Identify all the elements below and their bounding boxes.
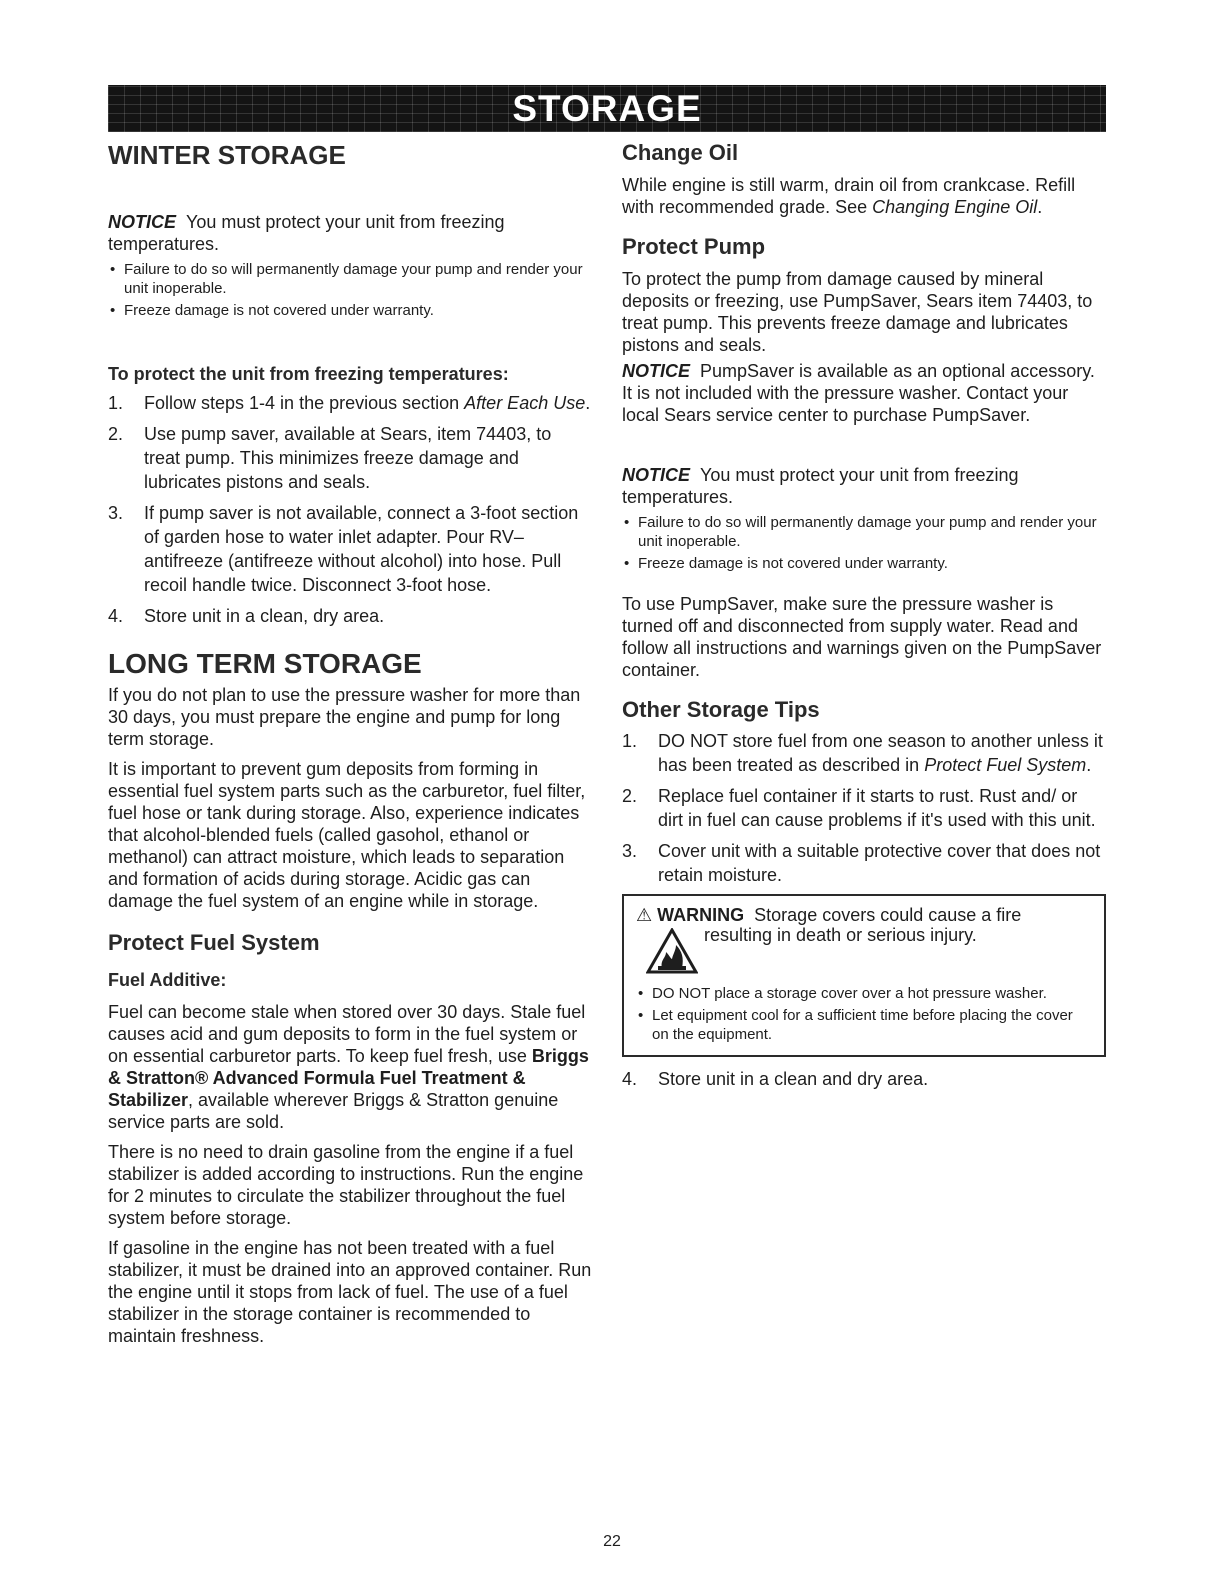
protect-pump-title: Protect Pump <box>622 234 766 259</box>
step-text: Replace fuel container if it starts to rust. Rust and/ or dirt in fuel can cause problems if it's used with this unit. <box>658 786 1096 830</box>
notice-bullets <box>622 513 1106 573</box>
fuel-additive-paragraph-1: Fuel can become stale when stored over 30 days. Stale fuel causes acid and gum deposits to form in the fuel system or on essential carburetor parts. To keep fuel fresh, use Briggs & Stratton® Advanced Formula Fuel Treatment & Stabilizer, available wherever Briggs & Stratton genuine service parts are sold. <box>108 1002 589 1132</box>
step-text: DO NOT store fuel from one season to another unless it has been treated as described in Protect Fuel System. <box>658 731 1103 775</box>
list-item: • Freeze damage is not covered under warranty. <box>108 301 592 320</box>
long-term-paragraph-2: It is important to prevent gum deposits from forming in essential fuel system parts such as the carburetor, fuel filter, fuel hose or tank during storage. Also, experience indicates that alcohol-blended fuels (called gasohol, ethanol or methanol) can attract moisture, which leads to separation and formation of acids during storage. Acidic gas can damage the fuel system of an engine while in storage. <box>108 759 586 911</box>
notice-bullets <box>108 260 592 320</box>
list-item: • Let equipment cool for a sufficient time before placing the cover on the equipment. <box>636 1006 1092 1044</box>
fuel-additive-paragraph-3: If gasoline in the engine has not been treated with a fuel stabilizer, it must be drained into an approved container. Run the engine until it stops from lack of fuel. The use of a fuel stabilizer in the storage container is recommended to maintain freshness. <box>108 1238 592 1346</box>
list-item <box>108 501 592 597</box>
final-step <box>622 1067 1106 1091</box>
list-item <box>108 604 592 628</box>
step-number: 2. <box>622 786 638 806</box>
fire-hazard-icon <box>646 928 698 974</box>
step-number: 1. <box>108 393 124 413</box>
warning-triangle-icon: ⚠ <box>636 905 653 925</box>
step-number: 3. <box>622 841 638 861</box>
left-column <box>108 140 592 1347</box>
step-number: 2. <box>108 424 124 444</box>
notice-freezing <box>622 464 1106 508</box>
step-number: 4. <box>108 606 124 626</box>
other-storage-tips-title: Other Storage Tips <box>622 697 820 722</box>
protect-unit-heading: To protect the unit from freezing temperatures: <box>108 364 509 384</box>
notice-tag: NOTICE <box>622 465 691 485</box>
warning-box <box>622 894 1106 1057</box>
list-item <box>622 729 1106 777</box>
pumpsaver-usage-text: To use PumpSaver, make sure the pressure washer is turned off and disconnected from supply water. Read and follow all instructions and warnings given on the PumpSaver container. <box>622 594 1102 680</box>
notice-text: PumpSaver is available as an optional accessory. It is not included with the pressure washer. Contact your local Sears service center to purchase PumpSaver. <box>622 361 1095 425</box>
protect-pump-text: To protect the pump from damage caused by mineral deposits or freezing, use PumpSaver, Sears item 74403, to treat pump. This prevents freeze damage and lubricates pistons and seals. <box>622 269 1093 355</box>
notice-tag: NOTICE <box>108 212 177 232</box>
list-item: • Freeze damage is not covered under warranty. <box>622 554 1106 573</box>
step-text: Use pump saver, available at Sears, item 74403, to treat pump. This minimizes freeze damage and lubricates pistons and seals. <box>144 424 552 492</box>
warning-line-1: Storage covers could cause a fire <box>754 905 1022 925</box>
warning-body <box>636 926 1092 974</box>
notice-text: You must protect your unit from freezing temperatures. <box>622 465 1019 507</box>
warning-line-2: resulting in death or serious injury. <box>704 925 977 945</box>
notice-text: You must protect your unit from freezing temperatures. <box>108 212 505 254</box>
protect-steps <box>108 391 592 628</box>
step-text: Cover unit with a suitable protective cover that does not retain moisture. <box>658 841 1101 885</box>
long-term-storage-title: LONG TERM STORAGE <box>108 648 422 679</box>
long-term-paragraph-1: If you do not plan to use the pressure washer for more than 30 days, you must prepare the engine and pump for long term storage. <box>108 685 581 749</box>
winter-storage-title: WINTER STORAGE <box>108 140 346 170</box>
list-item: • Failure to do so will permanently damage your pump and render your unit inoperable. <box>622 513 1106 551</box>
right-column <box>622 140 1106 1091</box>
step-text: Store unit in a clean, dry area. <box>144 606 385 626</box>
page-number: 22 <box>603 1533 621 1550</box>
step-number: 1. <box>622 731 638 751</box>
list-item <box>108 422 592 494</box>
notice-winter <box>108 211 592 255</box>
storage-tips <box>622 729 1106 887</box>
fuel-additive-paragraph-2: There is no need to drain gasoline from the engine if a fuel stabilizer is added according to instructions. Run the engine for 2 minutes to circulate the stabilizer throughout the fuel system before storage. <box>108 1142 584 1228</box>
list-item <box>622 839 1106 887</box>
list-item <box>622 784 1106 832</box>
notice-pumpsaver <box>622 360 1106 426</box>
list-item: • Failure to do so will permanently damage your pump and render your unit inoperable. <box>108 260 592 298</box>
section-banner <box>108 85 1106 132</box>
step-number: 3. <box>108 503 124 523</box>
banner-title: STORAGE <box>512 88 702 129</box>
fuel-additive-title: Fuel Additive: <box>108 970 227 990</box>
change-oil-title: Change Oil <box>622 140 739 165</box>
step-text: If pump saver is not available, connect a 3-foot section of garden hose to water inlet adapter. Pour RV–antifreeze (antifreeze without alcohol) into hose. Pull recoil handle twice. Disconnect 3-foot hose. <box>144 503 579 595</box>
notice-tag: NOTICE <box>622 361 691 381</box>
warning-header <box>636 904 1092 926</box>
warning-tag: WARNING <box>657 905 745 925</box>
list-item: • DO NOT place a storage cover over a hot pressure washer. <box>636 984 1092 1003</box>
step-number: 4. <box>622 1069 638 1089</box>
step-text: Store unit in a clean and dry area. <box>658 1069 929 1089</box>
step-text: Follow steps 1-4 in the previous section After Each Use. <box>144 393 591 413</box>
list-item <box>108 391 592 415</box>
protect-fuel-system-title: Protect Fuel System <box>108 930 320 955</box>
warning-bullets <box>636 984 1092 1044</box>
change-oil-text: While engine is still warm, drain oil from crankcase. Refill with recommended grade. See Changing Engine Oil. <box>622 175 1076 217</box>
